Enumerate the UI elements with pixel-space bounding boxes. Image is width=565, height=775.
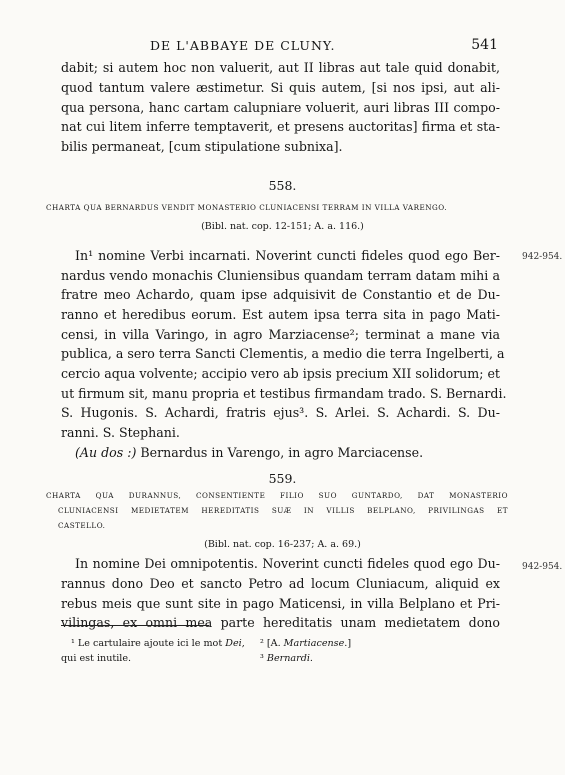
footnote-1-continued: qui est inutile.	[61, 653, 132, 664]
footnote-text: ³	[260, 653, 267, 664]
text-line: dabit; si autem hoc non valuerit, aut II libras aut tale quid donabit,	[61, 60, 500, 75]
text-line: In¹ nomine Verbi incarnati. Noverint cuncti fideles quod ego Ber-	[75, 248, 500, 263]
text-line: publica, a sero terra Sancti Clementis, a medio die terra Ingelberti, a	[61, 346, 505, 361]
footnote-rule	[61, 625, 209, 626]
text-line: nardus vendo monachis Cluniensibus quandam terram datam mihi a	[61, 268, 500, 283]
charter-number: 558.	[268, 178, 297, 193]
text-line: nat cui litem inferre temptaverit, et presens auctoritas] firma et sta-	[61, 119, 500, 134]
text-line: ut firmum sit, manu propria et testibus firmandam trado. S. Bernardi.	[61, 386, 507, 401]
text-line: In nomine Dei omnipotentis. Noverint cuncti fideles quod ego Du-	[75, 556, 500, 571]
charter-source: (Bibl. nat. cop. 12-151; A. a. 116.)	[201, 221, 364, 232]
text-line: qua persona, hanc cartam calupniare voluerit, auri libras III compo-	[61, 100, 500, 115]
dorsal-label: (Au dos :)	[75, 445, 137, 460]
footnote-2	[260, 636, 351, 651]
date-margin: 942-954.	[522, 252, 563, 262]
footnote-word: Bernardi	[266, 653, 310, 664]
footnote-text: ¹ Le cartulaire ajoute ici le mot	[71, 638, 226, 649]
text-line: rebus meis que sunt site in pago Maticensi, in villa Belplano et Pri-	[61, 596, 500, 611]
footnote-1	[71, 636, 245, 651]
running-title: DE L'ABBAYE DE CLUNY.	[150, 38, 336, 53]
text-line: quod tantum valere æstimetur. Si quis autem, [si nos ipsi, aut ali-	[61, 80, 500, 95]
footnote-text: .]	[344, 638, 352, 649]
charter-title: CASTELLO.	[58, 521, 106, 530]
footnote-text: ,	[241, 638, 245, 649]
date-margin: 942-954.	[522, 562, 563, 572]
text-line: fratre meo Achardo, quam ipse adquisivit de Constantio et de Du-	[61, 287, 500, 302]
text-line: rannus dono Deo et sancto Petro ad locum Cluniacum, aliquid ex	[61, 576, 500, 591]
dorsal-text: Bernardus in Varengo, in agro Marciacense.	[136, 445, 424, 460]
charter-title: CLUNIACENSI MEDIETATEM HEREDITATIS SUÆ IN VILLIS BELPLANO, PRIVILINGAS ET	[58, 506, 508, 515]
text-line: bilis permaneat, [cum stipulatione subnixa].	[61, 139, 343, 154]
charter-title: CHARTA QUA DURANNUS, CONSENTIENTE FILIO SUO GUNTARDO, DAT MONASTERIO	[46, 491, 508, 500]
text-line: ranno et heredibus eorum. Est autem ipsa terra sita in pago Mati-	[61, 307, 500, 322]
charter-number: 559.	[268, 471, 297, 486]
text-line: ranni. S. Stephani.	[61, 425, 180, 440]
page-number: 541	[471, 37, 498, 53]
text-line: censi, in villa Varingo, in agro Marziacense²; terminat a mane via	[61, 327, 500, 342]
charter-source: (Bibl. nat. cop. 16-237; A. a. 69.)	[204, 539, 361, 550]
charter-title: CHARTA QUA BERNARDUS VENDIT MONASTERIO CLUNIACENSI TERRAM IN VILLA VARENGO.	[46, 203, 448, 212]
footnote-word: Dei	[225, 638, 242, 649]
text-line: cercio aqua volvente; accipio vero ab ipsis precium XII solidorum; et	[61, 366, 500, 381]
text-line: S. Hugonis. S. Achardi, fratris ejus³. S. Arlei. S. Achardi. S. Du-	[61, 405, 500, 420]
dorsal-note	[61, 443, 500, 463]
footnote-3	[260, 651, 313, 666]
footnote-text: ² [A.	[260, 638, 284, 649]
text-line: vilingas, ex omni mea parte hereditatis unam medietatem dono	[61, 615, 500, 630]
footnote-text: .	[309, 653, 313, 664]
footnote-word: Martiacense	[283, 638, 345, 649]
